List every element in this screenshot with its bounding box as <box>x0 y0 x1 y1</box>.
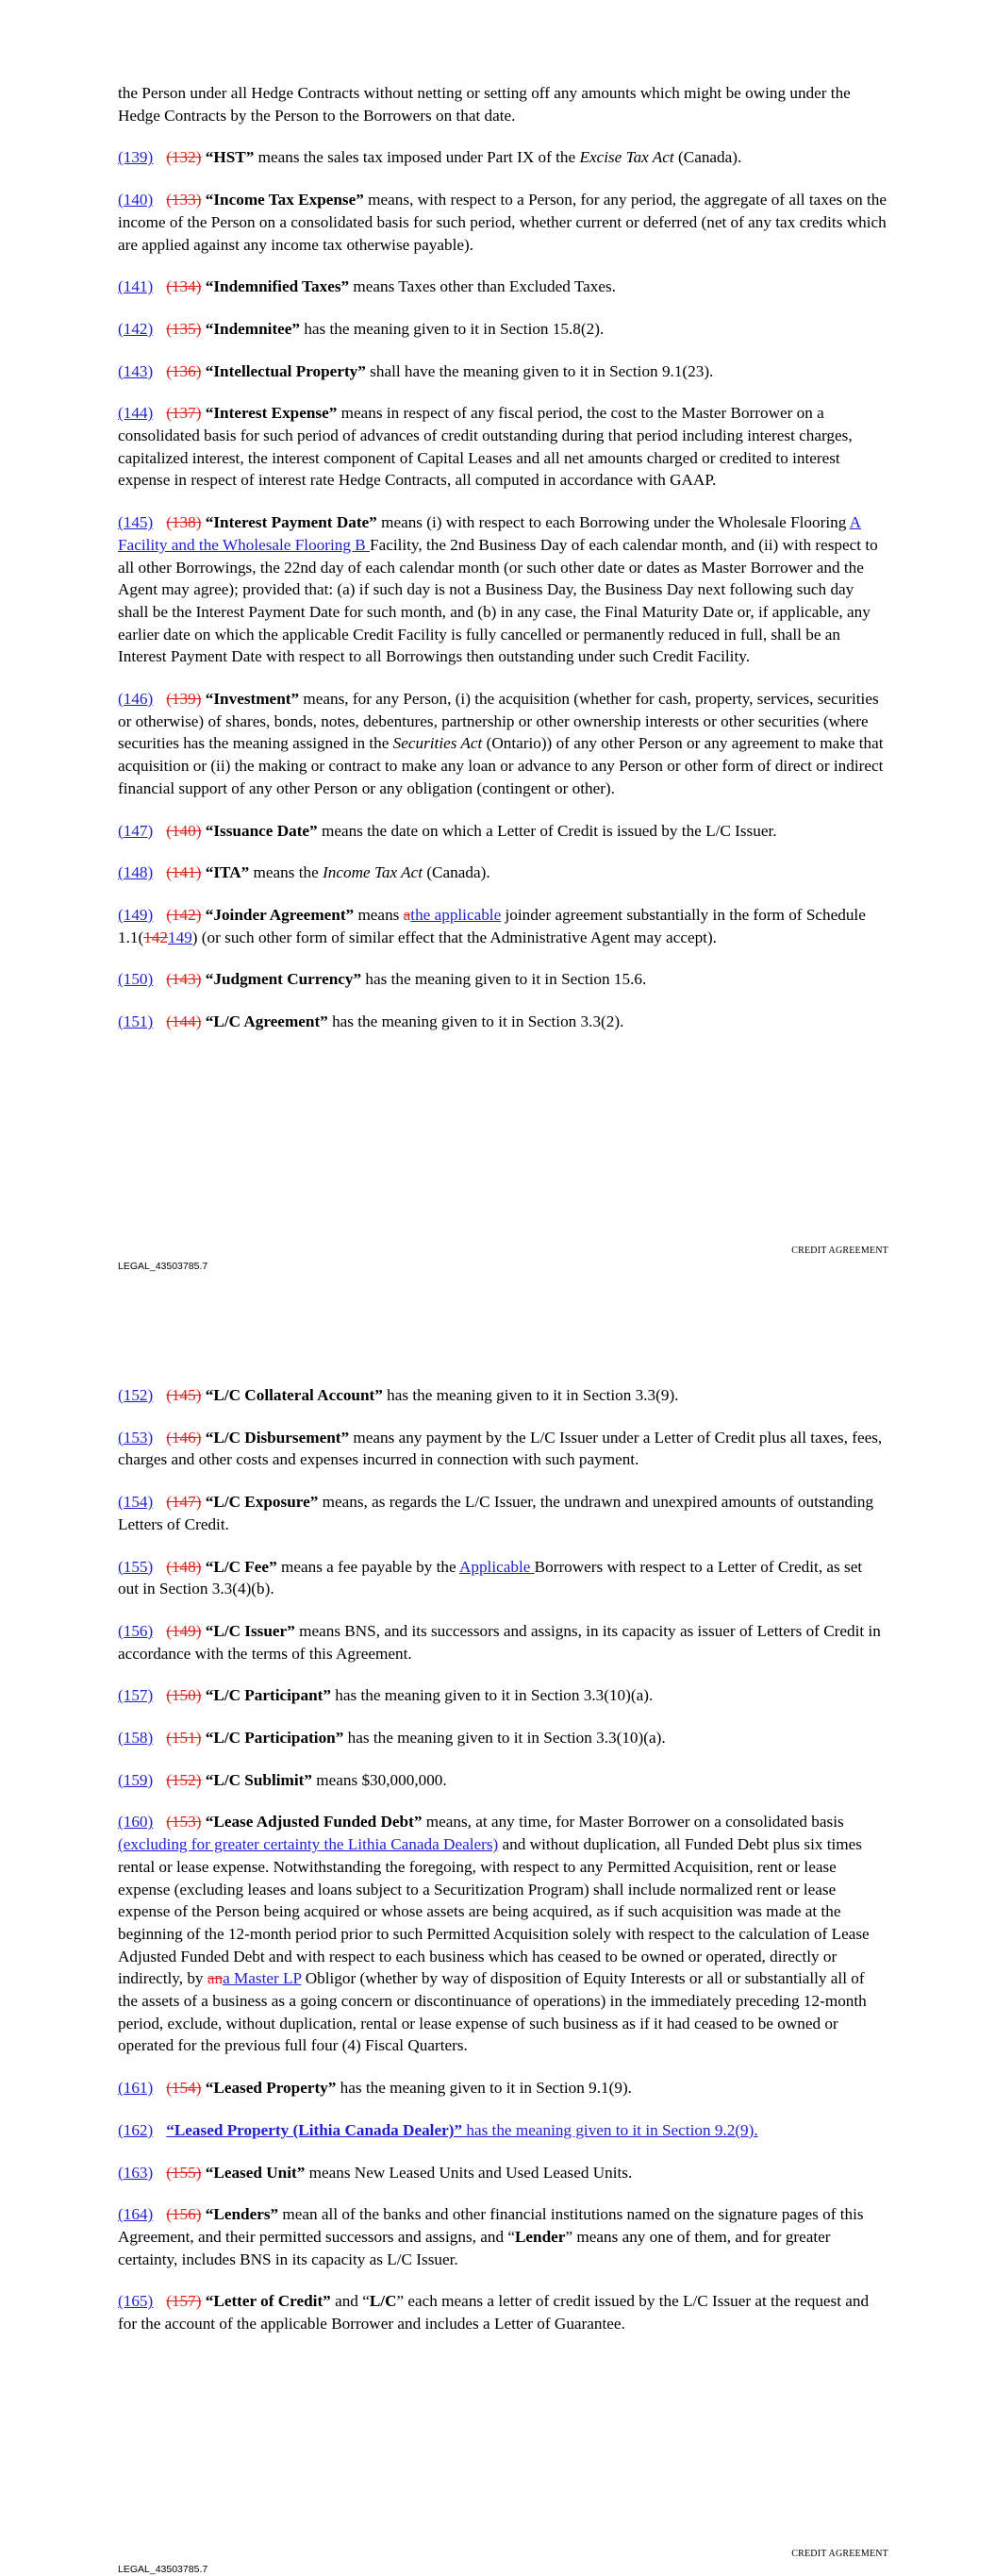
new-number: (155) <box>118 1557 154 1576</box>
footer-doc-id: LEGAL_43503785.7 <box>118 2564 208 2575</box>
page-2-content <box>118 1384 887 2355</box>
new-number: (163) <box>118 2163 154 2182</box>
new-number: (142) <box>118 319 154 338</box>
deleted-text: a <box>403 905 411 924</box>
deleted-text: 142 <box>143 928 168 946</box>
defined-term: “Issuance Date” <box>205 821 318 840</box>
inserted-text: (excluding for greater certainty the Lithia Canada Dealers) <box>118 1835 499 1854</box>
old-number: (143) <box>166 970 202 989</box>
inserted-text: 149 <box>168 928 192 946</box>
defined-term: “Investment” <box>205 690 300 709</box>
new-number: (162) <box>118 2120 154 2139</box>
definition-148: (148) (141) “ITA” means the Income Tax Act (Canada). <box>118 863 490 882</box>
old-number: (138) <box>166 513 202 532</box>
continued-paragraph: the Person under all Hedge Contracts without netting or setting off any amounts which might be owing under the Hedge Contracts by the Person to the Borrowers on that date. <box>118 84 851 125</box>
defined-term: “Interest Expense” <box>205 404 338 423</box>
definition-146: (146) (139) “Investment” means, for any Person, (i) the acquisition (whether for cash, property, services, securities or otherwise) of shares, bonds, notes, debentures, partnership or other ownership interests or other securities (where securities has the meaning assigned in the Securities Act (Ontario)) of any other Person or any agreement to make that acquisition or (ii) the making or contract to make any loan or advance to any Person or other form of direct or indirect financial support of any other Person or any obligation (contingent or other). <box>118 690 884 797</box>
defined-term: “Indemnified Taxes” <box>205 277 350 296</box>
definition-163: (163) (155) “Leased Unit” means New Leased Units and Used Leased Units. <box>118 2163 633 2182</box>
definition-157: (157) (150) “L/C Participant” has the meaning given to it in Section 3.3(10)(a). <box>118 1686 654 1705</box>
new-number: (139) <box>118 148 154 167</box>
old-number: (142) <box>166 905 202 924</box>
defined-term: “L/C Fee” <box>205 1557 277 1576</box>
new-number: (148) <box>118 863 154 882</box>
old-number: (151) <box>166 1729 202 1748</box>
definition-140: (140) (133) “Income Tax Expense” means, with respect to a Person, for any period, the aggregate of all taxes on the income of the Person on a consolidated basis for such period, whether current or deferred (net of any tax credits which are applied against any income tax otherwise payable). <box>118 191 887 254</box>
defined-term: Lender <box>514 2227 566 2246</box>
old-number: (136) <box>166 361 202 380</box>
new-number: (164) <box>118 2205 154 2224</box>
definition-142: (142) (135) “Indemnitee” has the meaning given to it in Section 15.8(2). <box>118 319 605 338</box>
old-number: (141) <box>166 863 202 882</box>
new-number: (140) <box>118 191 154 209</box>
new-number: (150) <box>118 970 154 989</box>
footer-title: CREDIT AGREEMENT <box>791 2549 888 2559</box>
old-number: (157) <box>166 2292 202 2311</box>
defined-term: “Lease Adjusted Funded Debt” <box>205 1813 423 1832</box>
definition-158: (158) (151) “L/C Participation” has the meaning given to it in Section 3.3(10)(a). <box>118 1729 666 1748</box>
inserted-text: has the meaning given to it in Section 9.2(9). <box>462 2120 758 2139</box>
definition-147: (147) (140) “Issuance Date” means the date on which a Letter of Credit is issued by the L/C Issuer. <box>118 821 777 840</box>
new-number: (144) <box>118 404 154 423</box>
old-number: (149) <box>166 1621 202 1640</box>
new-number: (141) <box>118 277 154 296</box>
new-number: (159) <box>118 1770 154 1789</box>
old-number: (146) <box>166 1428 202 1447</box>
defined-term: L/C <box>369 2292 397 2311</box>
definition-160: (160) (153) “Lease Adjusted Funded Debt” means, at any time, for Master Borrower on a consolidated basis (excluding for greater certainty the Lithia Canada Dealers) and without duplication, all Funded Debt plus six times rental or lease expense. Notwithstanding the foregoing, with respect to any Permitted Acquisition, rent or lease expense (excluding leases and loans subject to a Securitization Program) shall include normalized rent or lease expense of the Person being acquired or whose assets are being acquired, as if such acquisition was made at the beginning of the 12-month period prior to such Permitted Acquisition solely with respect to the calculation of Lease Adjusted Funded Debt and with respect to each business which has ceased to be owned or operated, directly or indirectly, by ana Master LP Obligor (whether by way of disposition of Equity Interests or all or substantially all of the assets of a business as a going concern or discontinuance of operations) in the immediately preceding 12-month period, exclude, without duplication, rental or lease expense of such business as if it had ceased to be owned or operated for the previous full four (4) Fiscal Quarters. <box>118 1813 870 2055</box>
defined-term: “L/C Sublimit” <box>205 1770 312 1789</box>
defined-term: “Lenders” <box>205 2205 279 2224</box>
old-number: (155) <box>166 2163 202 2182</box>
defined-term: “Leased Unit” <box>205 2163 306 2182</box>
definition-145: (145) (138) “Interest Payment Date” means (i) with respect to each Borrowing under the Wholesale Flooring A Facility and the Wholesale Flooring B Facility, the 2nd Business Day of each calendar month, and (ii) with respect to all other Borrowings, the 22nd day of each calendar month (or such other date or dates as Master Borrower and the Agent may agree); provided that: (a) if such day is not a Business Day, the Business Day next following such day shall be the Interest Payment Date for such month, and (b) in any case, the Final Maturity Date or, if applicable, any earlier date on which the applicable Credit Facility is fully cancelled or permanently reduced in full, shall be an Interest Payment Date with respect to all Borrowings then outstanding under such Credit Facility. <box>118 513 878 666</box>
definition-162 <box>118 2119 887 2142</box>
old-number: (152) <box>166 1770 202 1789</box>
defined-term: “HST” <box>205 148 255 167</box>
new-number: (161) <box>118 2079 154 2098</box>
definition-155: (155) (148) “L/C Fee” means a fee payable by the Applicable Borrowers with respect to a Letter of Credit, as set out in Section 3.3(4)(b). <box>118 1557 863 1598</box>
new-number: (149) <box>118 905 154 924</box>
page-1-content <box>118 82 887 1053</box>
old-number: (145) <box>166 1386 202 1404</box>
definition-143: (143) (136) “Intellectual Property” shall have the meaning given to it in Section 9.1(23). <box>118 361 714 380</box>
footer-title: CREDIT AGREEMENT <box>791 1246 888 1256</box>
definition-165: (165) (157) “Letter of Credit” and “L/C” each means a letter of credit issued by the L/C Issuer at the request and for the account of the applicable Borrower and includes a Letter of Guarantee. <box>118 2292 870 2333</box>
defined-term: “Income Tax Expense” <box>205 191 364 209</box>
defined-term: “L/C Agreement” <box>205 1012 328 1031</box>
inserted-text: A Facility and the Wholesale Flooring B <box>118 513 862 554</box>
old-number: (139) <box>166 690 202 709</box>
old-number: (153) <box>166 1813 202 1832</box>
new-number: (158) <box>118 1729 154 1748</box>
old-number: (135) <box>166 319 202 338</box>
new-number: (146) <box>118 690 154 709</box>
definition-144: (144) (137) “Interest Expense” means in respect of any fiscal period, the cost to the Master Borrower on a consolidated basis for such period of advances of credit outstanding during that period including interest charges, capitalized interest, the interest component of Capital Leases and all net amounts charged or credited to interest expense in respect of interest rate Hedge Contracts, all computed in accordance with GAAP. <box>118 404 853 490</box>
old-number: (147) <box>166 1493 202 1512</box>
defined-term: “Intellectual Property” <box>205 361 366 380</box>
new-number: (165) <box>118 2292 154 2311</box>
footer-doc-id: LEGAL_43503785.7 <box>118 1261 208 1272</box>
new-number: (143) <box>118 361 154 380</box>
old-number: (133) <box>166 191 202 209</box>
inserted-text: a Master LP <box>223 1969 302 1988</box>
new-number: (147) <box>118 821 154 840</box>
old-number: (144) <box>166 1012 202 1031</box>
old-number: (148) <box>166 1557 202 1576</box>
new-number: (153) <box>118 1428 154 1447</box>
deleted-text: an <box>207 1969 224 1988</box>
defined-term: “Judgment Currency” <box>205 970 362 989</box>
old-number: (137) <box>166 404 202 423</box>
defined-term: “L/C Issuer” <box>205 1621 295 1640</box>
defined-term: “Interest Payment Date” <box>205 513 377 532</box>
defined-term: “L/C Exposure” <box>205 1493 319 1512</box>
new-number: (152) <box>118 1386 154 1404</box>
new-number: (157) <box>118 1686 154 1705</box>
defined-term: “Indemnitee” <box>205 319 301 338</box>
old-number: (132) <box>166 148 202 167</box>
definition-156: (156) (149) “L/C Issuer” means BNS, and its successors and assigns, in its capacity as issuer of Letters of Credit in accordance with the terms of this Agreement. <box>118 1621 881 1663</box>
old-number: (150) <box>166 1686 202 1705</box>
definition-139: (139) (132) “HST” means the sales tax imposed under Part IX of the Excise Tax Act (Canada). <box>118 148 742 167</box>
definition-152: (152) (145) “L/C Collateral Account” has the meaning given to it in Section 3.3(9). <box>118 1386 679 1404</box>
defined-term: “ITA” <box>205 863 250 882</box>
old-number: (156) <box>166 2205 202 2224</box>
definition-151: (151) (144) “L/C Agreement” has the meaning given to it in Section 3.3(2). <box>118 1012 624 1031</box>
defined-term: “L/C Collateral Account” <box>205 1386 383 1404</box>
defined-term: “Leased Property (Lithia Canada Dealer)” <box>166 2120 463 2139</box>
defined-term: “L/C Participation” <box>205 1729 344 1748</box>
new-number: (154) <box>118 1493 154 1512</box>
defined-term: “L/C Disbursement” <box>205 1428 350 1447</box>
new-number: (145) <box>118 513 154 532</box>
page-2 <box>0 1312 995 2576</box>
definition-150: (150) (143) “Judgment Currency” has the meaning given to it in Section 15.6. <box>118 970 647 989</box>
old-number: (140) <box>166 821 202 840</box>
defined-term: “Leased Property” <box>205 2079 337 2098</box>
defined-term: “Letter of Credit” <box>205 2292 331 2311</box>
definition-141: (141) (134) “Indemnified Taxes” means Taxes other than Excluded Taxes. <box>118 277 616 296</box>
definition-164: (164) (156) “Lenders” mean all of the banks and other financial institutions named on the signature pages of this Agreement, and their permitted successors and assigns, and “Lender” means any one of them, and for greater certainty, includes BNS in its capacity as L/C Issuer. <box>118 2205 864 2268</box>
definition-161: (161) (154) “Leased Property” has the meaning given to it in Section 9.1(9). <box>118 2079 632 2098</box>
definition-159: (159) (152) “L/C Sublimit” means $30,000,000. <box>118 1770 447 1789</box>
old-number: (134) <box>166 277 202 296</box>
definition-154: (154) (147) “L/C Exposure” means, as regards the L/C Issuer, the undrawn and unexpired amounts of outstanding Letters of Credit. <box>118 1493 874 1533</box>
old-number: (154) <box>166 2079 202 2098</box>
new-number: (151) <box>118 1012 154 1031</box>
defined-term: “Joinder Agreement” <box>205 905 355 924</box>
new-number: (156) <box>118 1621 154 1640</box>
definition-153: (153) (146) “L/C Disbursement” means any payment by the L/C Issuer under a Letter of Credit plus all taxes, fees, charges and other costs and expenses incurred in connection with such payment. <box>118 1428 883 1469</box>
new-number: (160) <box>118 1813 154 1832</box>
defined-term: “L/C Participant” <box>205 1686 331 1705</box>
inserted-text: the applicable <box>410 905 502 924</box>
definition-149: (149) (142) “Joinder Agreement” means athe applicable joinder agreement substantially in the form of Schedule 1.1(142149) (or such other form of similar effect that the Administrative Agent may accept). <box>118 905 866 946</box>
inserted-text: Applicable <box>458 1557 535 1576</box>
